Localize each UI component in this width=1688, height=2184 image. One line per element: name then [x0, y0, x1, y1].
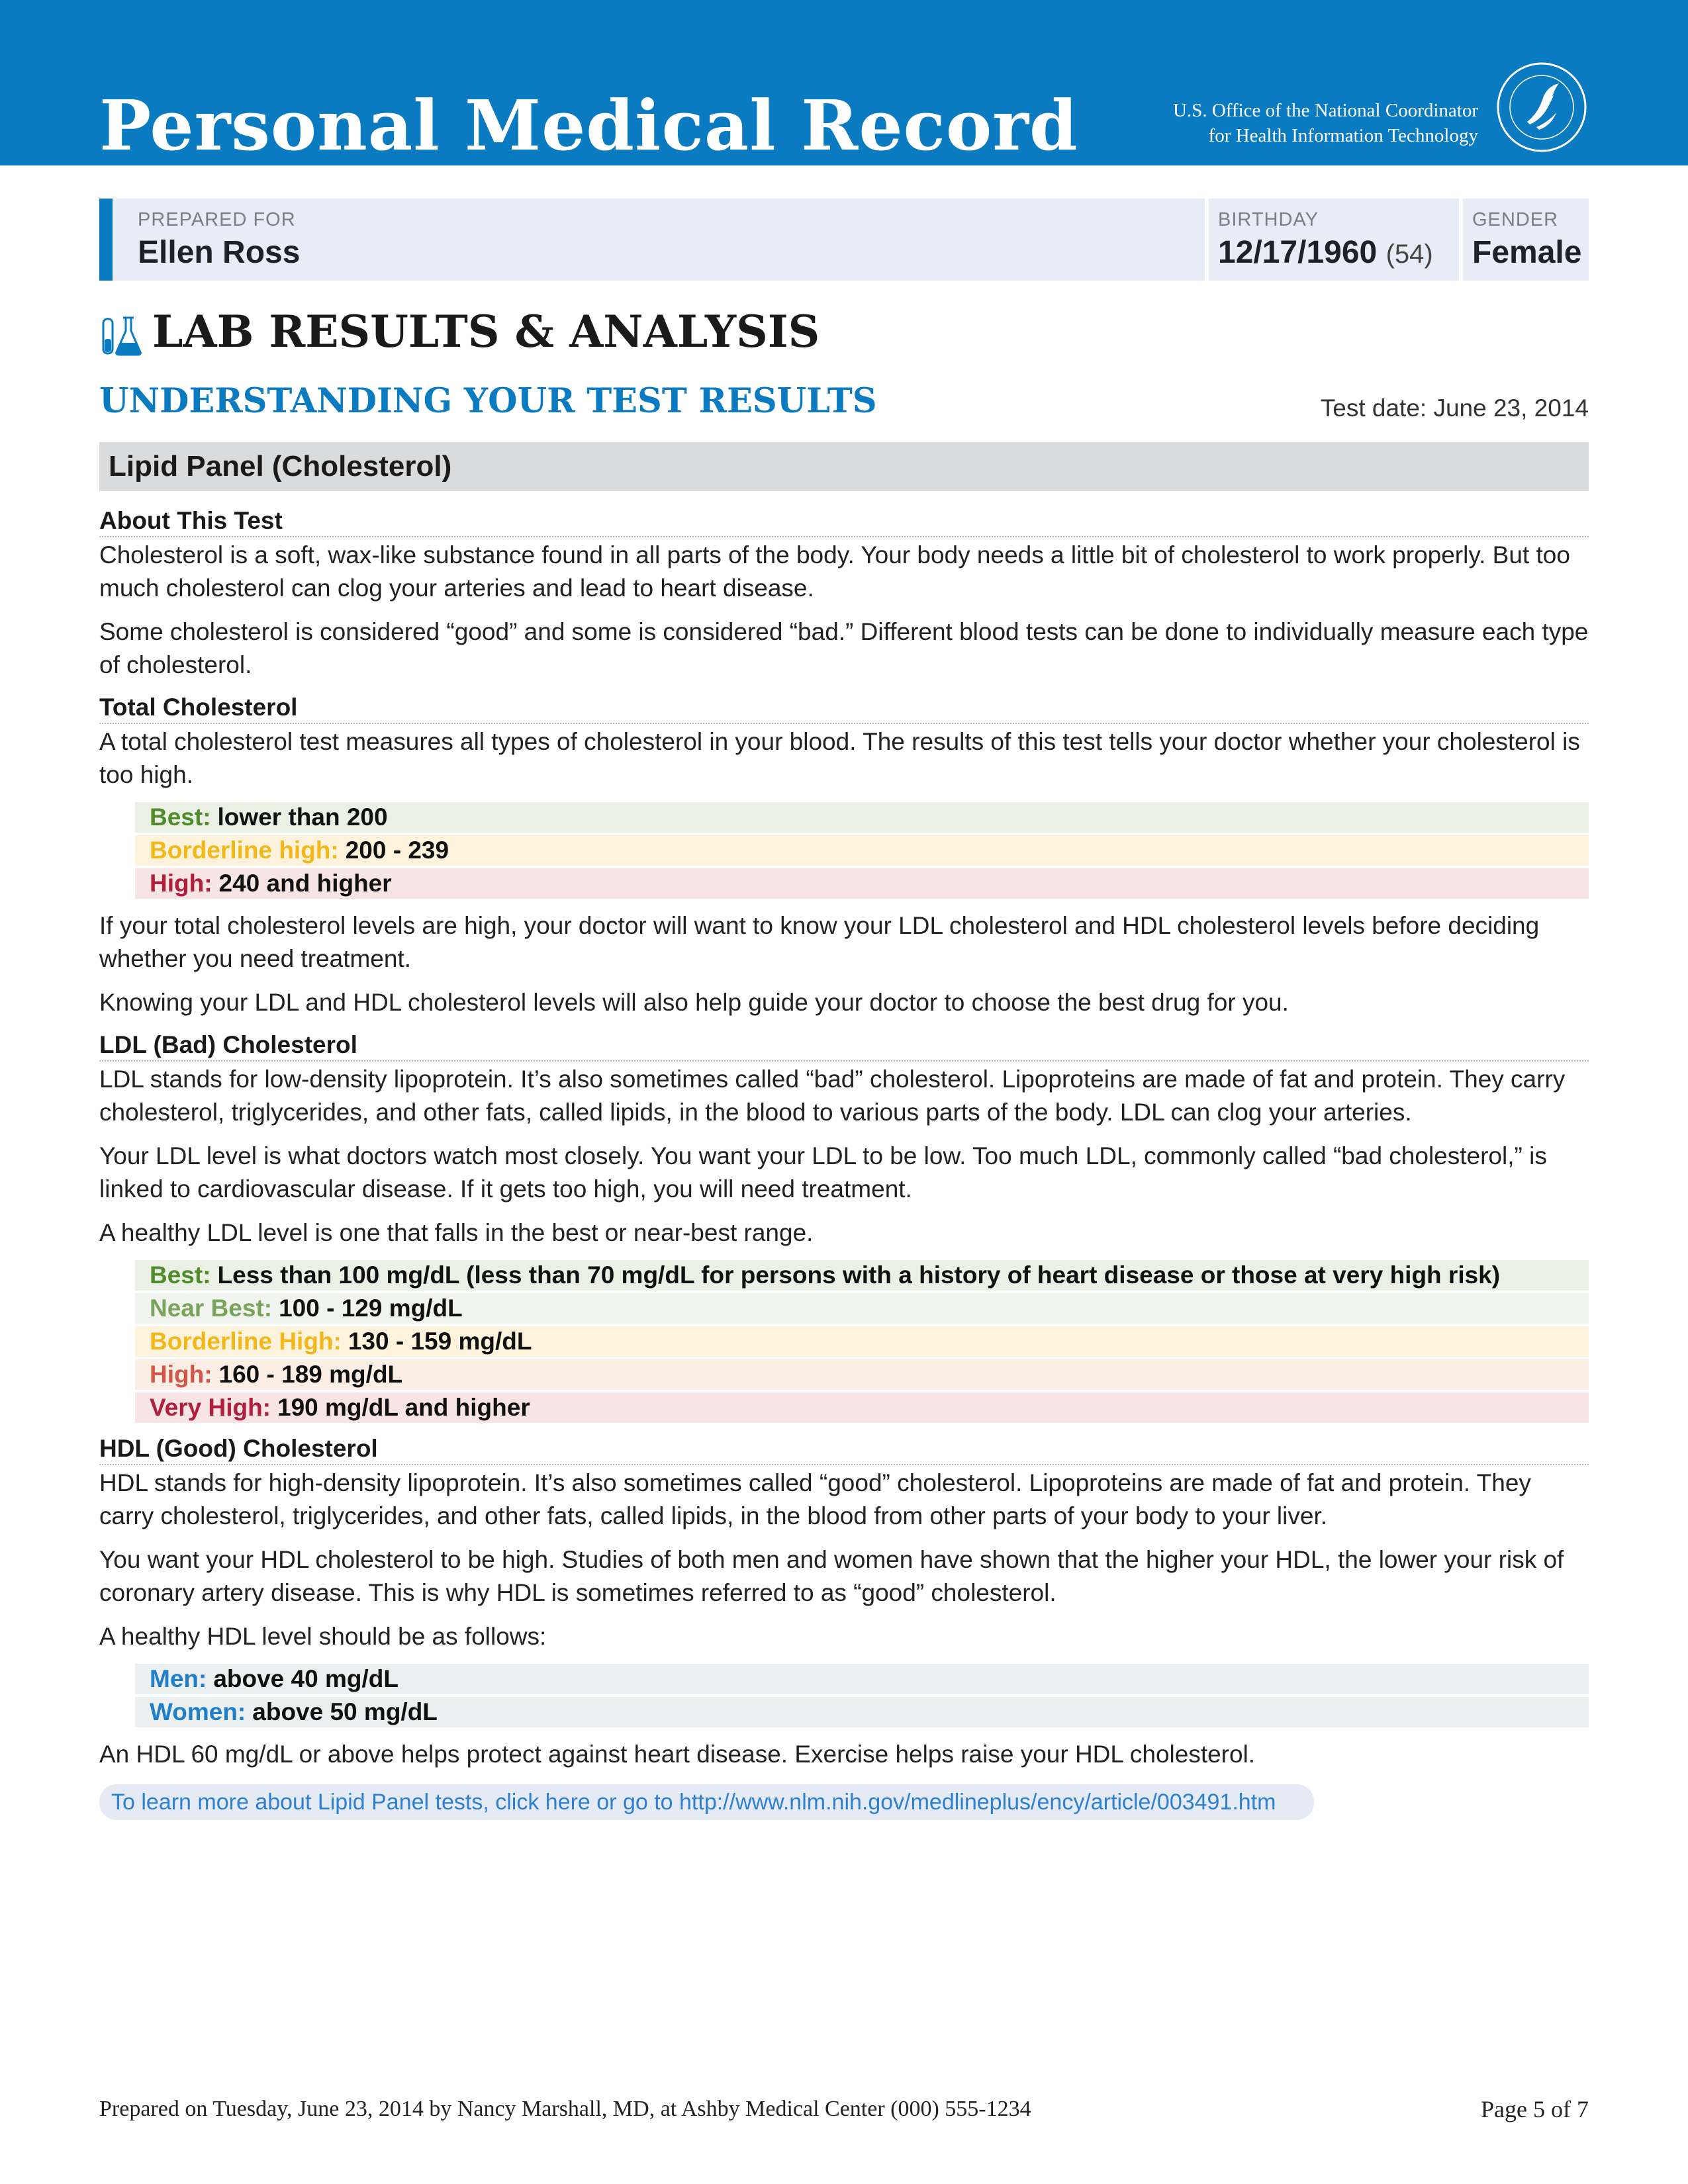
section-title [99, 306, 820, 365]
gender-value: Female [1472, 235, 1582, 270]
hdl-ranges [135, 1664, 1589, 1727]
range-row [135, 1326, 1589, 1357]
range-value: above 40 mg/dL [213, 1665, 399, 1692]
about-paragraph-1: Cholesterol is a soft, wax-like substance found in all parts of the body. Your body needs a little bit of cholesterol to work properly. But too much cholesterol can clog your arteries and lead to heart disease. [99, 541, 1570, 602]
birthday-value [1218, 234, 1433, 271]
flask-icon [99, 314, 143, 357]
range-row [135, 868, 1589, 899]
range-value: 100 - 129 mg/dL [279, 1295, 463, 1322]
range-label: Men: [150, 1665, 207, 1692]
range-label: Borderline High: [150, 1328, 342, 1355]
header-banner [0, 0, 1688, 165]
range-value: above 50 mg/dL [252, 1698, 438, 1725]
gender-label: GENDER [1472, 209, 1559, 230]
ldl-paragraph-2: Your LDL level is what doctors watch most closely. You want your LDL to be low. Too much LDL, commonly called “bad cholesterol,” is linked to cardiovascular disease. If it gets too high, you will need treatment. [99, 1142, 1547, 1203]
range-value: lower than 200 [217, 803, 388, 831]
page-number: Page 5 of 7 [1481, 2096, 1589, 2122]
prepared-for-label: PREPARED FOR [138, 209, 296, 230]
total-ranges [135, 802, 1589, 899]
range-row [135, 1664, 1589, 1694]
footer-prepared-by: Prepared on Tuesday, June 23, 2014 by Nancy Marshall, MD, at Ashby Medical Center (000) 555-1234 [99, 2097, 1031, 2121]
hdl-heading: HDL (Good) Cholesterol [99, 1433, 1589, 1465]
range-value: 240 and higher [218, 870, 392, 897]
org-line-2: for Health Information Technology [1208, 125, 1478, 146]
range-value: 130 - 159 mg/dL [348, 1328, 532, 1355]
range-label: High: [150, 1361, 212, 1388]
patient-info [99, 199, 1589, 281]
hhs-seal-icon [1493, 58, 1591, 156]
range-value: 200 - 239 [345, 837, 449, 864]
range-row [135, 1697, 1589, 1727]
patient-name: Ellen Ross [138, 235, 301, 270]
range-row [135, 802, 1589, 833]
range-label: Best: [150, 803, 211, 831]
test-date: Test date: June 23, 2014 [1320, 394, 1589, 422]
birthday-date: 12/17/1960 [1218, 235, 1378, 270]
range-row [135, 1359, 1589, 1390]
range-label: Very High: [150, 1394, 271, 1421]
range-label: Women: [150, 1698, 246, 1725]
hdl-paragraph-1: HDL stands for high-density lipoprotein. It’s also sometimes called “good” cholesterol. Lipoproteins are made of fat and protein. They carry cholesterol, triglycerides, and other fats, called lipids, in the blood from other parts of your body to your liver. [99, 1469, 1531, 1529]
range-row [135, 835, 1589, 866]
total-paragraph-2: If your total cholesterol levels are high, your doctor will want to know your LDL cholesterol and HDL cholesterol levels before deciding whether you need treatment. [99, 912, 1540, 972]
birthday-box [1209, 199, 1459, 281]
hdl-paragraph-3: A healthy HDL level should be as follows: [99, 1623, 547, 1650]
section-subtitle: UNDERSTANDING YOUR TEST RESULTS [99, 381, 877, 421]
range-value: 160 - 189 mg/dL [218, 1361, 403, 1388]
ldl-heading: LDL (Bad) Cholesterol [99, 1030, 1589, 1062]
prepared-for-box [99, 199, 1205, 281]
learn-more-link[interactable]: To learn more about Lipid Panel tests, click here or go to http://www.nlm.nih.gov/medlineplus/ency/article/003491.htm [99, 1784, 1314, 1820]
range-row [135, 1392, 1589, 1423]
range-label: Near Best: [150, 1295, 273, 1322]
gender-box [1463, 199, 1589, 281]
ldl-ranges [135, 1260, 1589, 1423]
hdl-paragraph-2: You want your HDL cholesterol to be high. Studies of both men and women have shown that the higher your HDL, the lower your risk of coronary artery disease. This is why HDL is sometimes referred to as “good” cholesterol. [99, 1546, 1564, 1606]
range-label: High: [150, 870, 212, 897]
total-heading: Total Cholesterol [99, 692, 1589, 724]
ldl-paragraph-1: LDL stands for low-density lipoprotein. It’s also sometimes called “bad” cholesterol. Lipoproteins are made of fat and protein. They carry cholesterol, triglycerides, and other fats, called lipids, in the blood to various parts of the body. LDL can clog your arteries. [99, 1066, 1566, 1126]
range-label: Borderline high: [150, 837, 339, 864]
total-paragraph-3: Knowing your LDL and HDL cholesterol levels will also help guide your doctor to choose the best drug for you. [99, 989, 1289, 1016]
range-value: 190 mg/dL and higher [277, 1394, 530, 1421]
range-label: Best: [150, 1261, 211, 1289]
organization-name [1173, 98, 1478, 148]
report-content [99, 506, 1589, 1820]
org-line-1: U.S. Office of the National Coordinator [1173, 100, 1478, 121]
ldl-paragraph-3: A healthy LDL level is one that falls in the best or near-best range. [99, 1219, 814, 1246]
range-value: Less than 100 mg/dL (less than 70 mg/dL for persons with a history of heart disease or those at very high risk) [217, 1261, 1501, 1289]
range-row [135, 1293, 1589, 1324]
hdl-paragraph-4: An HDL 60 mg/dL or above helps protect against heart disease. Exercise helps raise your HDL cholesterol. [99, 1741, 1256, 1768]
section-title-text: LAB RESULTS & ANALYSIS [152, 306, 820, 357]
total-paragraph-1: A total cholesterol test measures all types of cholesterol in your blood. The results of this test tells your doctor whether your cholesterol is too high. [99, 728, 1580, 788]
birthday-label: BIRTHDAY [1218, 209, 1319, 230]
about-heading: About This Test [99, 506, 1589, 537]
range-row [135, 1260, 1589, 1291]
patient-age: (54) [1385, 240, 1433, 269]
about-paragraph-2: Some cholesterol is considered “good” and some is considered “bad.” Different blood tests can be done to individually measure each type of cholesterol. [99, 618, 1589, 678]
panel-title: Lipid Panel (Cholesterol) [99, 442, 1589, 491]
document-title: Personal Medical Record [99, 85, 1078, 166]
